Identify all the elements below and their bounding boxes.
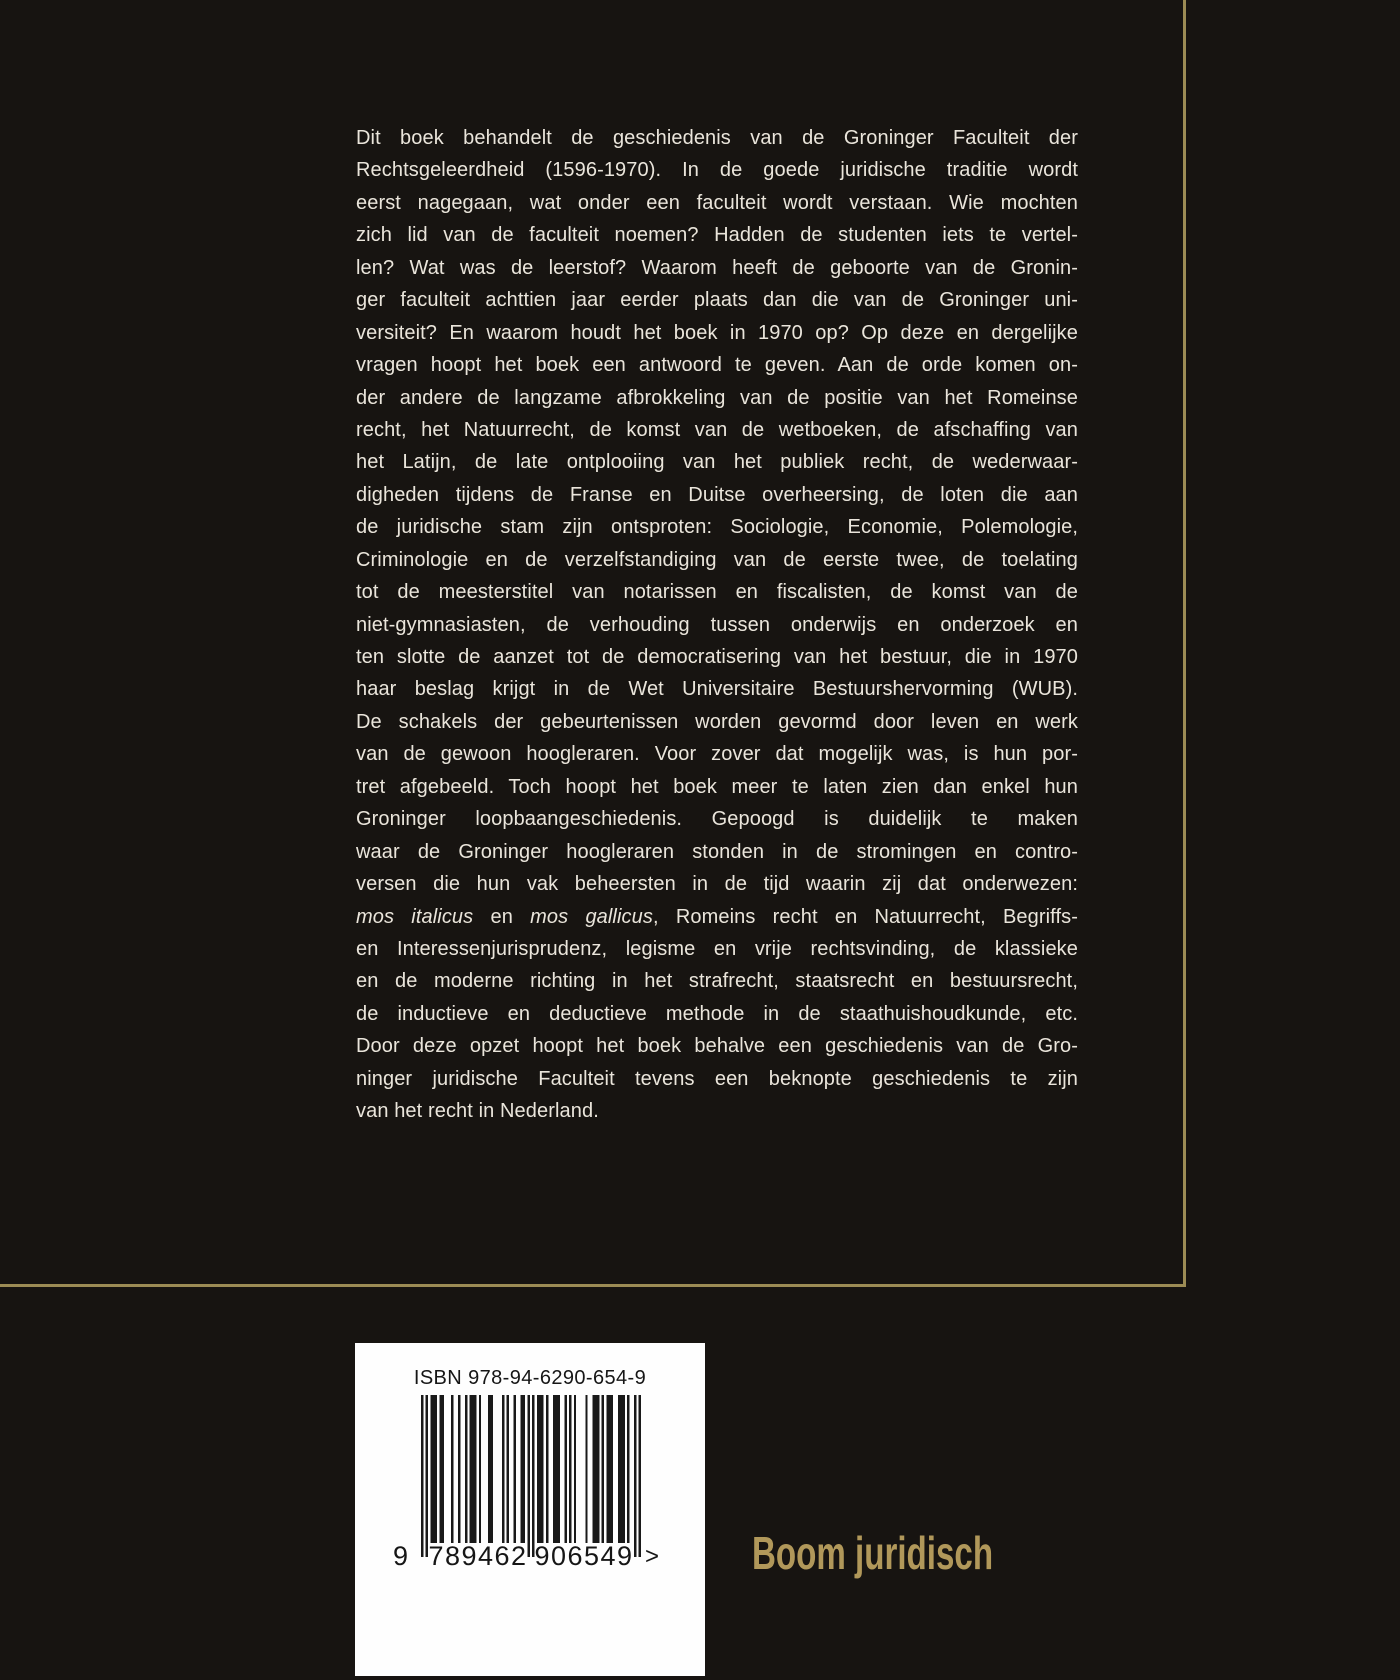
- back-text-line: tot de meesterstitel van notarissen en fiscalisten, de komst van de: [356, 581, 1078, 604]
- back-text-line: en de moderne richting in het strafrecht, staatsrecht en bestuursrecht,: [356, 970, 1078, 993]
- back-text-line: niet-gymnasiasten, de verhouding tussen onderwijs en onderzoek en: [356, 613, 1078, 636]
- back-text-line: De schakels der gebeurtenissen worden gevormd door leven en werk: [356, 710, 1078, 733]
- back-text-line: eerst nagegaan, wat onder een faculteit wordt verstaan. Wie mochten: [356, 191, 1078, 214]
- isbn-label: ISBN 978-94-6290-654-9: [413, 1367, 647, 1389]
- back-text-line: Door deze opzet hoopt het boek behalve een geschiedenis van de Gro-: [356, 1035, 1078, 1058]
- back-text-line: Rechtsgeleerdheid (1596-1970). In de goede juridische traditie wordt: [356, 159, 1078, 182]
- back-text-line: van de gewoon hoogleraren. Voor zover dat mogelijk was, is hun por-: [356, 743, 1078, 766]
- back-text-line: der andere de langzame afbrokkeling van de positie van het Romeinse: [356, 386, 1078, 409]
- back-text-line: zich lid van de faculteit noemen? Hadden de studenten iets te vertel-: [356, 224, 1078, 247]
- back-text-line: versiteit? En waarom houdt het boek in 1970 op? Op deze en dergelijke: [356, 321, 1078, 344]
- back-text-line: de inductieve en deductieve methode in de staathuishoudkunde, etc.: [356, 1002, 1078, 1025]
- publisher-logo: Boom juridisch: [752, 1527, 994, 1579]
- back-text-line: versen die hun vak beheersten in de tijd waarin zij dat onderwezen:: [356, 873, 1078, 896]
- back-text-line: het Latijn, de late ontplooiing van het publiek recht, de wederwaar-: [356, 451, 1078, 474]
- back-text-line: digheden tijdens de Franse en Duitse overheersing, de loten die aan: [356, 483, 1078, 506]
- barcode-panel: [355, 1343, 705, 1676]
- back-text-line: recht, het Natuurrecht, de komst van de wetboeken, de afschaffing van: [356, 418, 1078, 441]
- barcode-digits-left: 789462: [428, 1541, 528, 1571]
- back-text-line: haar beslag krijgt in de Wet Universitaire Bestuurshervorming (WUB).: [356, 678, 1078, 701]
- back-text: [356, 122, 1078, 1128]
- back-text-line: en Interessenjurisprudenz, legisme en vrije rechtsvinding, de klassieke: [356, 937, 1078, 960]
- back-text-line: Criminologie en de verzelfstandiging van de eerste twee, de toelating: [356, 548, 1078, 571]
- back-text-line: tret afgebeeld. Toch hoopt het boek meer te laten zien dan enkel hun: [356, 775, 1078, 798]
- back-text-line: ten slotte de aanzet tot de democratisering van het bestuur, die in 1970: [356, 646, 1078, 668]
- back-text-line: ger faculteit achttien jaar eerder plaats dan die van de Groninger uni-: [356, 289, 1078, 312]
- back-text-line: len? Wat was de leerstof? Waarom heeft de geboorte van de Gronin-: [356, 256, 1078, 279]
- back-text-line: Groninger loopbaangeschiedenis. Gepoogd is duidelijk te maken: [356, 808, 1078, 831]
- back-text-line: ninger juridische Faculteit tevens een beknopte geschiedenis te zijn: [356, 1067, 1078, 1090]
- back-text-line: mos italicus en mos gallicus, Romeins recht en Natuurrecht, Begriffs-: [356, 905, 1078, 928]
- back-text-line: Dit boek behandelt de geschiedenis van de Groninger Faculteit der: [356, 127, 1078, 149]
- back-text-line: waar de Groninger hoogleraren stonden in de stromingen en contro-: [356, 840, 1078, 863]
- back-text-line: de juridische stam zijn ontsproten: Sociologie, Economie, Polemologie,: [356, 516, 1078, 539]
- gold-border-vertical: [1183, 0, 1186, 1287]
- ean13-barcode: [421, 1395, 641, 1557]
- barcode-digit-prefix: 9: [393, 1541, 409, 1571]
- gold-border-horizontal: [0, 1284, 1186, 1287]
- barcode-digits-right: 906549: [534, 1541, 634, 1571]
- back-text-line: vragen hoopt het boek een antwoord te geven. Aan de orde komen on-: [356, 354, 1078, 377]
- back-text-line: van het recht in Nederland.: [356, 1100, 599, 1123]
- barcode-quiet-marker-icon: >: [645, 1543, 660, 1570]
